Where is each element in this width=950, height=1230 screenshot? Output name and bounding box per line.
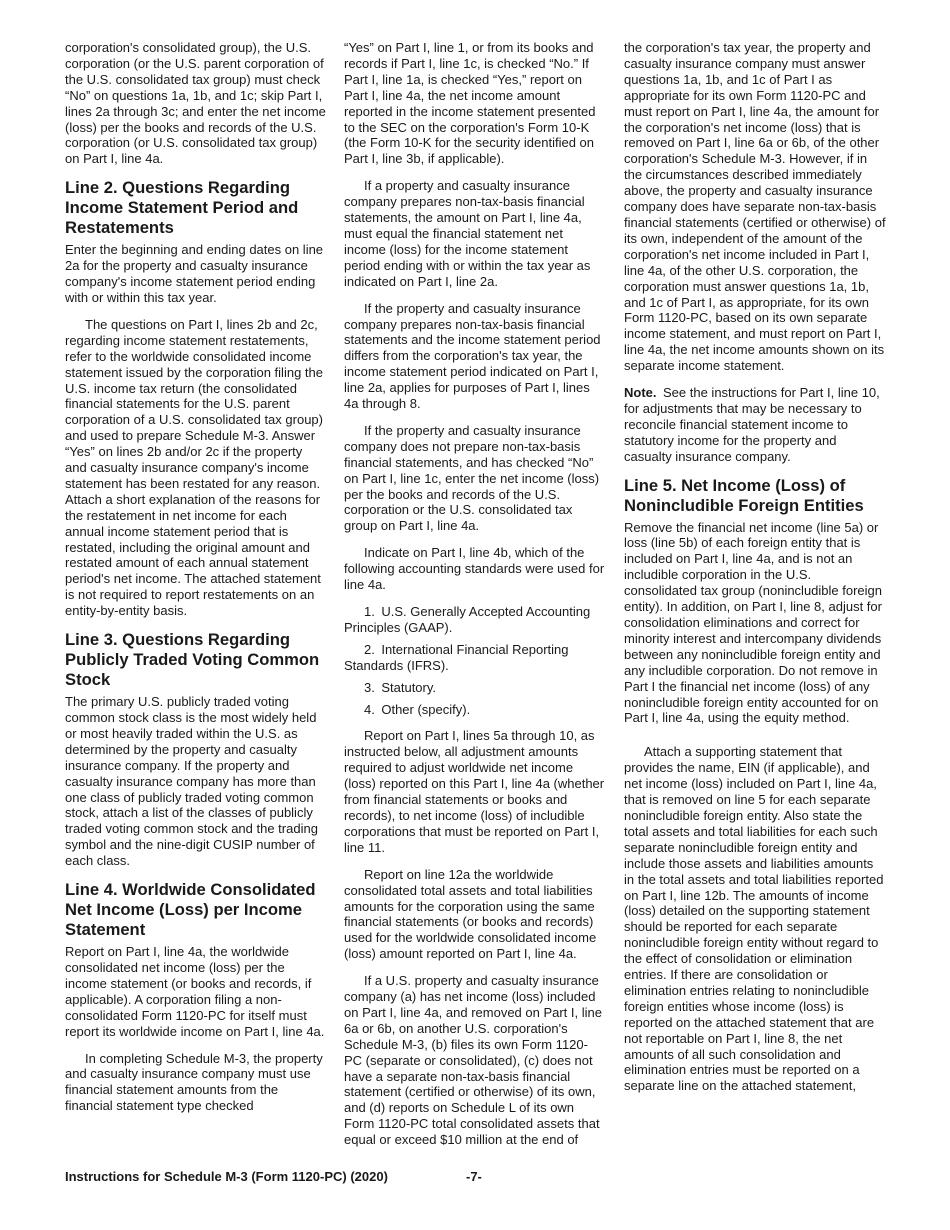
paragraph: Indicate on Part I, line 4b, which of the following accounting standards were used for line 4a. xyxy=(344,545,605,593)
column-right xyxy=(624,40,886,1105)
paragraph: If the property and casualty insurance company prepares non-tax-basis financial statements and the income statement period differs from the corporation's tax year, the income statement period indicated on Part I, line 2a, applies for purposes of Part I, lines 4a through 8. xyxy=(344,300,601,412)
paragraph: the corporation's tax year, the property and casualty insurance company must answer questions 1a, 1b, and 1c of Part I as appropriate for its own Form 1120-PC and must report on Part I, line 4a, the amount for the corporation's net income (loss) that is removed on Part I, line 6a or 6b, of the other corporation's Schedule M-3. However, if in the circumstances described immediately above, the property and casualty insurance company does have separate non-tax-basis financial statements (certified or otherwise) of its own, independent of the amount of the corporation's net income included in Part I, line 4a, of the other U.S. corporation, the corporation must answer questions 1a, 1b, and 1c of Part I, as appropriate, for its own Form 1120-PC, based on its own separate income statement, and must report on Part I, line 4a, the net income amounts shown on its separate income statement. xyxy=(624,40,886,374)
paragraph: In completing Schedule M-3, the property and casualty insurance company must use financial statement amounts from the financial statement type checked xyxy=(65,1050,323,1114)
paragraph: Enter the beginning and ending dates on line 2a for the property and casualty insurance company's income statement period ending with or within this tax year. xyxy=(65,242,324,305)
list-item: 1. U.S. Generally Accepted Accounting Principles (GAAP). xyxy=(344,604,591,635)
note-paragraph xyxy=(624,385,886,465)
page-number: -7- xyxy=(466,1169,482,1184)
footer-title: Instructions for Schedule M-3 (Form 1120-PC) (2020) xyxy=(65,1169,388,1184)
paragraph: Report on Part I, lines 5a through 10, as instructed below, all adjustment amounts required to adjust worldwide net income (loss) reported on this Part I, line 4a (whether from financial statements or books and records), to net income (loss) of includible corporations that must be reported on Part I, line 11. xyxy=(344,728,605,855)
paragraph: The questions on Part I, lines 2b and 2c, regarding income statement restatements, refer to the worldwide consolidated income statement issued by the corporation filing the U.S. income tax return (the consolidated financial statements for the U.S. parent corporation of a U.S. consolidated tax group) and used to prepare Schedule M-3. Answer “Yes” on lines 2b and/or 2c if the property and casualty insurance company's income statement has been restated for any reason. Attach a short explanation of the reasons for the restatement in net income for each annual income statement period that is restated, including the original amount and restated amount of each annual statement period's net income. The attached statement is not required to report restatements on an entity-by-entity basis. xyxy=(65,316,323,619)
paragraph: Report on Part I, line 4a, the worldwide consolidated net income (loss) per the income statement (or books and records, if applicable). A corporation filing a non-consolidated Form 1120-PC for itself must report its worldwide income on Part I, line 4a. xyxy=(65,944,325,1039)
paragraph: Attach a supporting statement that provides the name, EIN (if applicable), and net income (loss) included on Part I, line 4a, that is removed on line 5 for each separate nonincludible foreign entity. Also state the total assets and total liabilities for each such separate nonincludible foreign entity and include those assets and liabilities amounts in the total assets and total liabilities reported on Part I, line 12b. The amounts of income (loss) detailed on the supporting statement should be reported for each separate nonincludible foreign entity without regard to the effect of consolidation or elimination entries. If there are consolidation or elimination entries relating to nonincludible foreign entities whose income (loss) is reported on the attached statement that are not reportable on Part I, line 8, the net amounts of all such consolidation and elimination entries must be reported on a separate line on the attached statement, xyxy=(624,744,884,1094)
heading-line-4: Line 4. Worldwide Consolidated Net Income (Loss) per Income Statement xyxy=(65,880,316,940)
paragraph: The primary U.S. publicly traded voting common stock class is the most widely held or most heavily traded within the U.S. as determined by the property and casualty insurance company. If the property and casualty insurance company has more than one class of publicly traded voting common stock, attach a list of the classes of publicly traded voting common stock and the trading symbol and the nine-digit CUSIP number of each class. xyxy=(65,694,318,869)
page-footer xyxy=(65,1169,482,1184)
heading-line-2: Line 2. Questions Regarding Income Statement Period and Restatements xyxy=(65,178,299,238)
note-label: Note. xyxy=(624,385,657,401)
paragraph: corporation's consolidated group), the U.S. corporation (or the U.S. parent corporation of the U.S. consolidated tax group) must check “No” on questions 1a, 1b, and 1c; skip Part I, lines 2a through 3c; and enter the net income (loss) per the books and records of the U.S. corporation (or U.S. consolidated tax group) on Part I, line 4a. xyxy=(65,40,326,167)
column-left xyxy=(65,40,327,1125)
heading-line-5: Line 5. Net Income (Loss) of Nonincludible Foreign Entities xyxy=(624,475,864,515)
note-text: See the instructions for Part I, line 10, for adjustments that may be necessary to reconcile financial statement income to statutory income for the property and casualty insurance company. xyxy=(624,385,880,464)
list-item: 2. International Financial Reporting Standards (IFRS). xyxy=(344,641,569,673)
paragraph: Report on line 12a the worldwide consolidated total assets and total liabilities amounts for the corporation using the same financial statements (or books and records) used for the worldwide consolidated income (loss) amount reported on Part I, line 4a. xyxy=(344,866,597,962)
paragraph: “Yes” on Part I, line 1, or from its books and records if Part I, line 1c, is checked “No.” If Part I, line 1a, is checked “Yes,” report on Part I, line 4a, the net income amount reported in the income statement presented to the SEC on the corporation's Form 10-K (the Form 10-K for the security identified on Part I, line 3b, if applicable). xyxy=(344,40,596,167)
heading-line-3: Line 3. Questions Regarding Publicly Traded Voting Common Stock xyxy=(65,630,320,690)
paragraph: If the property and casualty insurance company does not prepare non-tax-basis financial statements, and has checked “No” on Part I, line 1c, enter the net income (loss) per the books and records of the U.S. corporation or the U.S. consolidated tax group on Part I, line 4a. xyxy=(344,422,600,534)
paragraph: If a property and casualty insurance company prepares non-tax-basis financial statements, the amount on Part I, line 4a, must equal the financial statement net income (loss) for the income statement period ending with or within the tax year as indicated on Part I, line 2a. xyxy=(344,178,591,289)
list-item: 3. Statutory. xyxy=(364,679,437,695)
paragraph: If a U.S. property and casualty insurance company (a) has net income (loss) included on Part I, line 4a, and removed on Part I, line 6a or 6b, on another U.S. corporation's Schedule M-3, (b) files its own Form 1120-PC (separate or consolidated), (c) does not have a separate non-tax-basis financial statement (certified or otherwise) of its own, and (d) reports on Schedule L of its own Form 1120-PC total consolidated assets that equal or exceed $10 million at the end of xyxy=(344,973,602,1148)
column-middle xyxy=(344,40,606,1159)
list-item: 4. Other (specify). xyxy=(364,701,471,717)
paragraph: Remove the financial net income (line 5a) or loss (line 5b) of each foreign entity that is included on Part I, line 4a, and is not an includible corporation in the U.S. consolidated tax group (nonincludible foreign entity). In addition, on Part I, line 8, adjust for consolidation eliminations and correct for minority interest and intercompany dividends between any nonincludible foreign entity and any includible corporation. Do not remove in Part I the financial net income (loss) of any nonincludible foreign entity accounted for on Part I, line 4a, using the equity method. xyxy=(624,519,883,726)
